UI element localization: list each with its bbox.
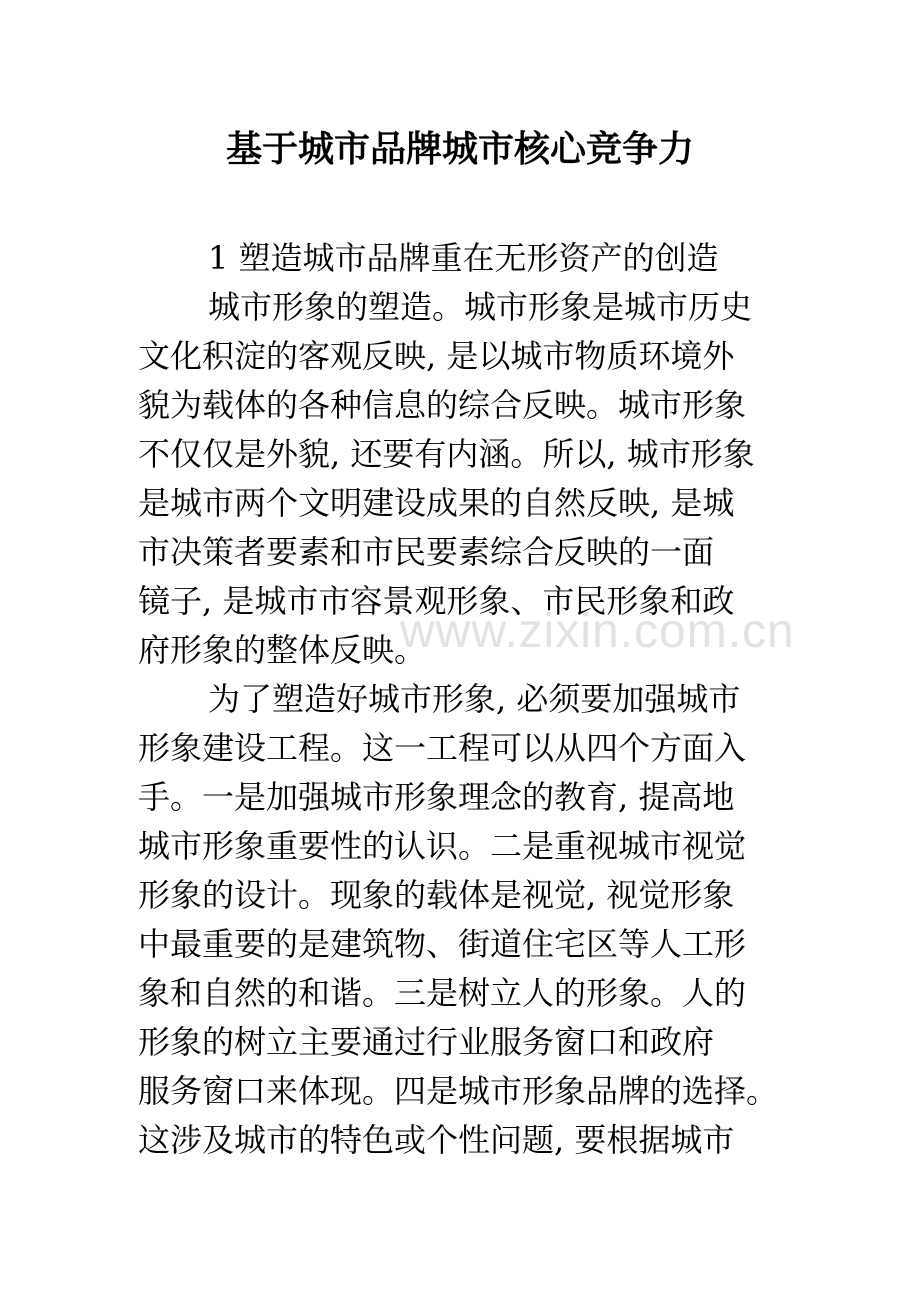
paragraph-line: 文化积淀的客观反映, 是以城市物质环境外 (138, 337, 735, 375)
watermark: www.zixin.com.cn (400, 605, 795, 658)
paragraph-line: 中最重要的是建筑物、街道住宅区等人工形 (138, 925, 747, 963)
paragraph-line: 服务窗口来体现。四是城市形象品牌的选择。 (138, 1072, 779, 1110)
paragraph-line: 市决策者要素和市民要素综合反映的一面 (138, 533, 715, 571)
paragraph-line: 是城市两个文明建设成果的自然反映, 是城 (138, 484, 735, 522)
section-heading: 1 塑造城市品牌重在无形资产的创造 (208, 239, 719, 277)
paragraph-line: 城市形象重要性的认识。二是重视城市视觉 (138, 827, 747, 865)
paragraph-line: 手。一是加强城市形象理念的教育, 提高地 (138, 778, 735, 816)
paragraph-line: 镜子, 是城市市容景观形象、市民形象和政 (138, 582, 735, 620)
paragraph-line: 形象的树立主要通过行业服务窗口和政府 (138, 1023, 715, 1061)
paragraph-line: 不仅仅是外貌, 还要有内涵。所以, 城市形象 (138, 435, 755, 473)
paragraph-line: 形象的设计。现象的载体是视觉, 视觉形象 (138, 876, 735, 914)
paragraph-line: 貌为载体的各种信息的综合反映。城市形象 (138, 386, 747, 424)
paragraph-line: 府形象的整体反映。 (138, 631, 427, 669)
paragraph-line: 形象建设工程。这一工程可以从四个方面入 (138, 729, 747, 767)
document-title: 基于城市品牌城市核心竞争力 (225, 129, 694, 170)
paragraph-line: 象和自然的和谐。三是树立人的形象。人的 (138, 974, 747, 1012)
paragraph-line: 这涉及城市的特色或个性问题, 要根据城市 (138, 1121, 735, 1159)
paragraph-line: 为了塑造好城市形象, 必须要加强城市 (208, 680, 741, 718)
paragraph-line: 城市形象的塑造。城市形象是城市历史 (208, 288, 753, 326)
document-body (138, 234, 788, 1165)
